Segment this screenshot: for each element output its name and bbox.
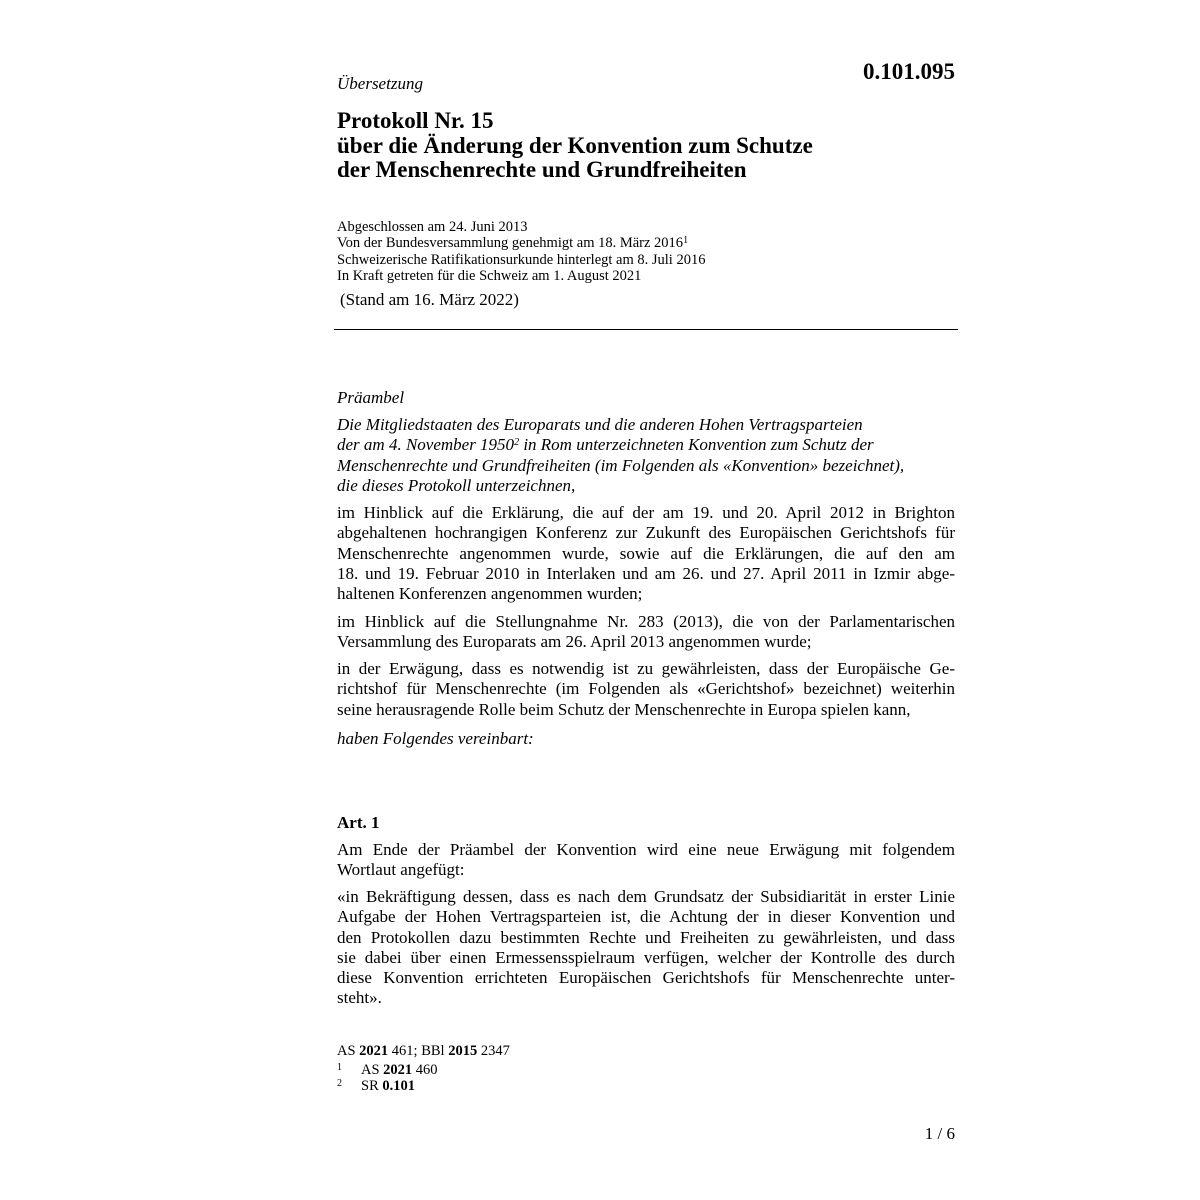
preamble-heading: Präambel	[337, 388, 405, 407]
footnotes	[337, 1043, 510, 1095]
text-line: die dieses Protokoll unterzeichnen,	[337, 475, 576, 495]
approved-text: Von der Bundesversammlung genehmigt am 18. März 2016	[337, 235, 684, 252]
text-line: Die Mitgliedstaaten des Europarats und die anderen Hohen Vertragsparteien	[337, 415, 863, 434]
agreement-clause: haben Folgendes vereinbart:	[337, 729, 534, 748]
footnote-ref[interactable]: 1	[683, 235, 689, 247]
text-line: «in Bekräftigung dessen, dass es nach dem Grundsatz der Subsidiarität in erster Linie	[337, 887, 955, 906]
footnote-ref[interactable]: 2	[514, 437, 520, 449]
text-line: im Hinblick auf die Erklärung, die auf der am 19. und 20. April 2012 in Brighton	[337, 503, 955, 522]
text-fragment: AS	[361, 1061, 384, 1078]
recital-paragraph	[337, 659, 955, 720]
text-fragment: AS	[337, 1043, 360, 1059]
text-line	[337, 435, 955, 455]
text-line: im Hinblick auf die Stellungnahme Nr. 283 (2013), die von der Parlamentarischen	[337, 612, 955, 631]
text-line: Am Ende der Präambel der Konvention wird eine neue Erwägung mit folgendem	[337, 840, 955, 859]
text-line: Wortlaut angefügt:	[337, 860, 465, 880]
text-fragment: SR	[361, 1078, 383, 1094]
translation-label: Übersetzung	[337, 74, 423, 93]
text-line: steht».	[337, 988, 382, 1008]
text-line: Aufgabe der Hohen Vertragsparteien ist, die Achtung der in dieser Konvention und	[337, 907, 955, 927]
document-title	[337, 109, 957, 183]
approved-date	[337, 235, 957, 251]
header-divider	[334, 329, 958, 330]
status-date: (Stand am 16. März 2022)	[340, 290, 519, 309]
title-line: über die Änderung der Konvention zum Schutze	[337, 132, 813, 158]
footnote-number: 2	[337, 1078, 342, 1089]
text-fragment: 2021	[359, 1043, 389, 1059]
recital-paragraph	[337, 612, 955, 653]
text-line: sie dabei über einen Ermessensspielraum verfügen, welcher der Kontrolle des durch	[337, 947, 955, 967]
text-line: seine herausragende Rolle beim Schutz der Menschenrechte in Europa spielen kann,	[337, 699, 911, 719]
text-fragment: der am 4. November 1950	[337, 435, 515, 455]
ratified-date: Schweizerische Ratifikationsurkunde hinterlegt am 8. Juli 2016	[337, 251, 706, 268]
article-heading: Art. 1	[337, 813, 380, 832]
text-fragment: 2015	[448, 1043, 478, 1059]
text-line: den Protokollen dazu bestimmten Rechte und Freiheiten zu gewährleisten, und dass	[337, 927, 955, 947]
text-line: haltenen Konferenzen angenommen wurden;	[337, 584, 643, 604]
text-line: Menschenrechte angenommen wurde, sowie auf die Erklärungen, die auf den am	[337, 543, 955, 563]
document-metadata	[337, 219, 957, 284]
page-number: 1 / 6	[924, 1124, 955, 1143]
footnote	[337, 1078, 510, 1095]
recital-paragraph	[337, 503, 955, 604]
title-line: der Menschenrechte und Grundfreiheiten	[337, 157, 747, 182]
text-fragment: 2021	[383, 1061, 413, 1078]
text-fragment: in Rom unterzeichneten Konvention zum Schutz der	[519, 435, 874, 455]
text-fragment: 461; BBl	[388, 1043, 449, 1059]
text-line: richtshof für Menschenrechte (im Folgenden als «Gerichtshof» bezeichnet) weiterhin	[337, 679, 955, 699]
article-paragraph	[337, 840, 955, 881]
text-line: 18. und 19. Februar 2010 in Interlaken und am 26. und 27. April 2011 in Izmir abge-	[337, 563, 955, 583]
article-paragraph	[337, 887, 955, 1009]
in-force-date: In Kraft getreten für die Schweiz am 1. August 2021	[337, 267, 642, 284]
text-line: in der Erwägung, dass es notwendig ist zu gewährleisten, dass der Europäische Ge-	[337, 659, 955, 678]
concluded-date: Abgeschlossen am 24. Juni 2013	[337, 219, 528, 235]
sr-number: 0.101.095	[863, 59, 955, 84]
title-line: Protokoll Nr. 15	[337, 108, 494, 133]
preamble-intro	[337, 415, 955, 496]
footnote	[337, 1062, 510, 1079]
text-line: diese Konvention errichteten Europäischen Gerichtshofs für Menschenrechte unter-	[337, 968, 955, 988]
text-line: Versammlung des Europarats am 26. April 2013 angenommen wurde;	[337, 632, 812, 652]
footnote-number: 1	[337, 1061, 342, 1073]
source-reference	[337, 1043, 510, 1060]
text-fragment: 2347	[477, 1043, 510, 1059]
text-fragment: 460	[412, 1061, 438, 1078]
text-fragment: 0.101	[382, 1078, 415, 1094]
text-line: abgehaltenen hochrangigen Konferenz zur Zukunft des Europäischen Gerichtshofs für	[337, 523, 955, 543]
text-line: Menschenrechte und Grundfreiheiten (im Folgenden als «Konvention» bezeichnet),	[337, 455, 905, 475]
